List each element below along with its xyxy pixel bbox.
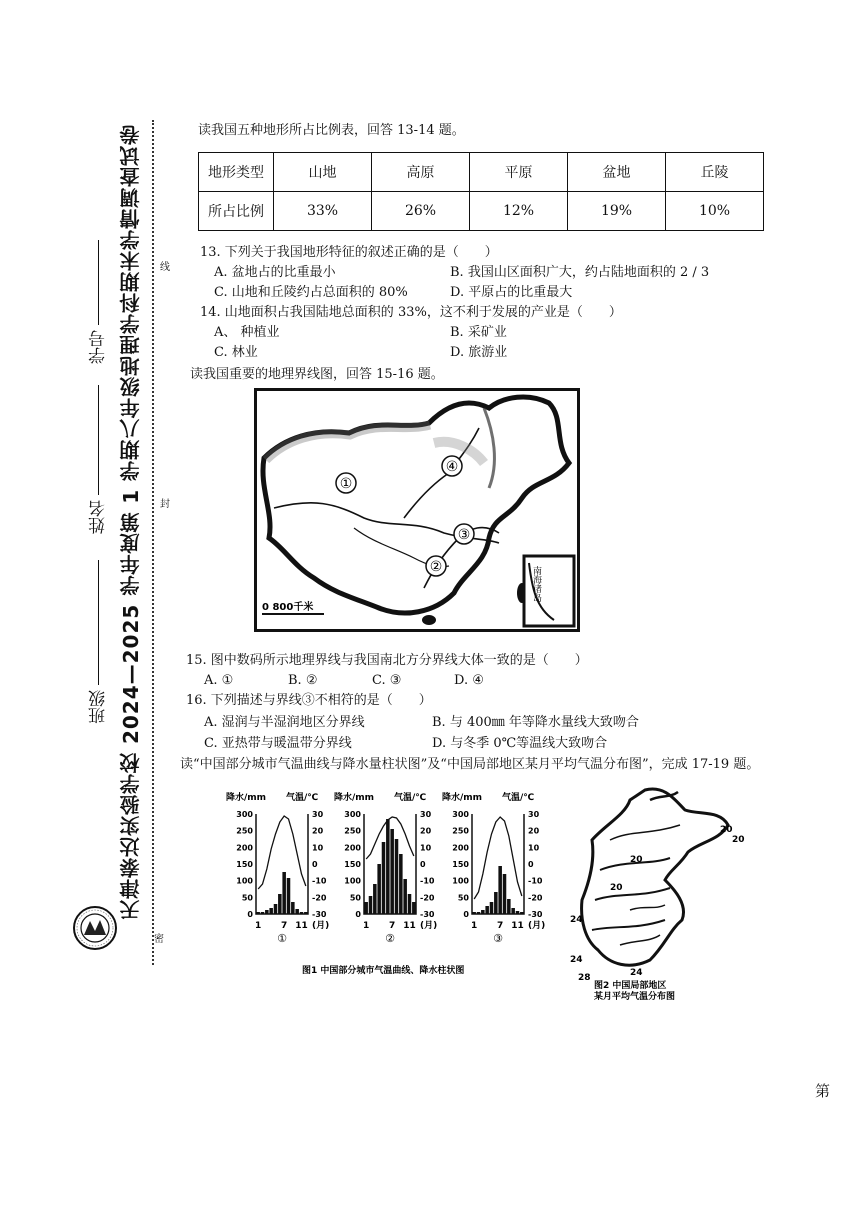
precip-bar [399,854,403,914]
precip-bar [373,884,377,914]
intro-17-19: 读“中国部分城市气温曲线与降水量柱状图”及“中国局部地区某月平均气温分布图”，完成 17-19 题。 [180,757,760,772]
tick-label: 30 [312,810,324,819]
left-axis-label: 降水/mm [226,793,267,803]
tick-label: 50 [349,893,361,903]
terrain-table [198,152,764,231]
precip-bar [481,910,485,914]
chart-id-label: ① [277,932,287,945]
isotherm-label: 20 [630,855,643,865]
page-footer: 第 [815,1082,831,1100]
school-emblem [72,905,118,951]
isotherm-label: 28 [578,973,591,983]
precip-bar [395,839,399,914]
precip-bar [278,894,282,914]
tick-label: 0 [355,910,361,919]
isotherm-label: 24 [570,955,583,965]
table-cell: 12% [470,192,568,231]
precip-bar [511,908,515,914]
tick-label: 30 [420,810,432,819]
x-tick-label: 1 [471,921,478,931]
isotherm-label: 24 [630,968,643,978]
precip-bar [386,819,390,914]
q14-option-a: A、 种植业 [214,325,280,340]
q15-option-b: B. ② [288,673,318,688]
q15-option-a: A. ① [204,673,234,688]
tick-label: 20 [312,826,324,836]
q14-option-c: C. 林业 [214,345,258,360]
table-row [199,192,764,231]
precip-bar [256,912,260,914]
name-blank-line [98,385,99,495]
climate-chart-2 [334,791,437,945]
tick-label: 10 [420,843,432,853]
exam-title: 天津泰达实验学校 2024—2025 学年度第 1 学期八年级地理学科期末学情调查试卷 [119,123,143,920]
q13-stem: 13. 下列关于我国地形特征的叙述正确的是（ ） [200,245,498,260]
precip-bar [503,874,507,914]
axis [256,814,308,914]
precip-bar [287,878,291,914]
isotherm-map [570,780,750,1000]
number-label: 学号 [89,330,109,364]
precip-bar [300,912,304,914]
precip-bar [412,902,416,914]
precip-bar [494,892,498,914]
x-tick-label: 7 [389,921,396,931]
tick-label: 100 [452,876,469,886]
tick-label: -30 [312,910,327,919]
tick-label: 300 [452,810,469,819]
precip-bar [295,909,299,914]
x-tick-label: 7 [281,921,288,931]
tick-label: 20 [528,826,540,836]
q13-option-b: B. 我国山区面积广大，约占陆地面积的 2 / 3 [450,265,710,280]
tick-label: 150 [452,860,469,869]
tick-label: -20 [312,893,327,903]
class-label: 班级 [89,690,109,724]
tick-label: 10 [312,843,324,853]
tick-label: -30 [420,910,435,919]
fig2-caption-2: 某月平均气温分布图 [594,992,676,1000]
tick-label: 50 [457,893,469,903]
axis [472,814,524,914]
tick-label: 20 [420,826,432,836]
x-tick-label: 1 [363,921,370,931]
tick-label: 250 [452,826,469,836]
q14-stem: 14. 山地面积占我国陆地总面积的 33%，这不利于发展的产业是（ ） [200,305,622,320]
climate-chart-3 [442,791,545,945]
table-row [199,153,764,192]
right-axis-label: 气温/℃ [394,793,427,803]
class-blank-line [98,560,99,685]
precip-bar [369,896,373,914]
isotherm-label: 20 [732,835,745,845]
tick-label: 150 [344,860,361,869]
precip-bar [269,908,273,914]
right-axis-label: 气温/℃ [286,793,319,803]
tick-label: -30 [528,910,543,919]
seal-mi: 密 [154,934,164,945]
seal-dotted-line [152,120,154,965]
precip-bar [498,866,502,914]
q15-option-c: C. ③ [372,673,402,688]
climate-charts [224,788,554,978]
tick-label: 200 [452,843,469,853]
tick-label: 0 [420,860,426,869]
left-axis-label: 降水/mm [442,793,483,803]
china-boundary-map [254,388,580,632]
precip-bar [408,894,412,914]
x-tick-label: (月) [420,921,438,931]
tick-label: 300 [236,810,253,819]
table-cell: 盆地 [568,153,666,192]
table-cell: 地形类型 [199,153,274,192]
q16-option-c: C. 亚热带与暖温带分界线 [204,736,352,751]
map-label-2: ② [429,559,443,575]
q16-stem: 16. 下列描述与界线③不相符的是（ ） [186,693,432,708]
tick-label: 30 [528,810,540,819]
precip-bar [282,872,286,914]
climate-chart-1 [226,791,329,945]
tick-label: 100 [344,876,361,886]
intro-15-16: 读我国重要的地理界线图，回答 15-16 题。 [190,367,444,382]
tick-label: 50 [241,893,253,903]
precip-bar [516,911,520,914]
precip-bar [274,904,278,914]
temperature-curve [366,817,414,859]
tick-label: -10 [528,876,543,886]
table-cell: 10% [666,192,764,231]
right-axis-label: 气温/℃ [502,793,535,803]
precip-bar [304,912,308,914]
tick-label: 0 [463,910,469,919]
q16-option-a: A. 湿润与半湿润地区分界线 [204,715,365,730]
table-cell: 丘陵 [666,153,764,192]
left-axis-label: 降水/mm [334,793,375,803]
table-cell: 19% [568,192,666,231]
table-cell: 平原 [470,153,568,192]
x-tick-label: 11 [295,921,308,931]
tick-label: 100 [236,876,253,886]
isotherm-label: 24 [570,915,583,925]
precip-bar [390,829,394,914]
table-cell: 26% [372,192,470,231]
q13-option-d: D. 平原占的比重最大 [450,285,573,300]
tick-label: 250 [236,826,253,836]
tick-label: 0 [312,860,318,869]
tick-label: -20 [528,893,543,903]
precip-bar [485,906,489,914]
q16-option-b: B. 与 400㎜ 年等降水量线大致吻合 [432,715,639,730]
precip-bar [520,912,524,914]
q13-option-a: A. 盆地占的比重最小 [214,265,336,280]
inset-label: 南海诸岛 [531,566,541,602]
temperature-curve [474,817,522,899]
temperature-curve [258,816,306,889]
x-tick-label: 11 [403,921,416,931]
scale-text: 0 800千米 [262,602,314,613]
x-tick-label: 7 [497,921,504,931]
q15-option-d: D. ④ [454,673,484,688]
tick-label: 0 [528,860,534,869]
x-tick-label: (月) [312,921,330,931]
table-cell: 所占比例 [199,192,274,231]
number-blank-line [98,240,99,325]
tick-label: 10 [528,843,540,853]
tick-label: 150 [236,860,253,869]
isotherm-label: 20 [610,883,623,893]
map-label-4: ④ [445,459,459,475]
q13-option-c: C. 山地和丘陵约占总面积的 80% [214,285,408,300]
chart-id-label: ③ [493,932,503,945]
tick-label: 250 [344,826,361,836]
x-tick-label: (月) [528,921,546,931]
precip-bar [472,912,476,914]
table-cell: 33% [274,192,372,231]
precip-bar [364,902,368,914]
table-cell: 高原 [372,153,470,192]
precip-bar [291,902,295,914]
fig1-caption: 图1 中国部分城市气温曲线、降水柱状图 [302,966,465,976]
map-label-3: ③ [457,527,471,543]
q14-option-d: D. 旅游业 [450,345,508,360]
tick-label: 0 [247,910,253,919]
q16-option-d: D. 与冬季 0℃等温线大致吻合 [432,736,608,751]
precip-bar [265,910,269,914]
precip-bar [403,879,407,914]
tick-label: -10 [312,876,327,886]
table-cell: 山地 [274,153,372,192]
seal-feng: 封 [160,499,170,510]
tick-label: -20 [420,893,435,903]
tick-label: 200 [236,843,253,853]
name-label: 姓名 [89,500,109,534]
precip-bar [490,902,494,914]
tick-label: 200 [344,843,361,853]
q14-option-b: B. 采矿业 [450,325,507,340]
tick-label: 300 [344,810,361,819]
seal-xian: 线 [160,262,170,273]
intro-13-14: 读我国五种地形所占比例表，回答 13-14 题。 [198,123,465,138]
precip-bar [477,912,481,914]
precip-bar [507,899,511,914]
x-tick-label: 11 [511,921,524,931]
map-label-1: ① [339,476,353,492]
chart-id-label: ② [385,932,395,945]
tick-label: -10 [420,876,435,886]
precip-bar [382,842,386,914]
isotherm-label: 20 [720,825,733,835]
x-tick-label: 1 [255,921,262,931]
q15-stem: 15. 图中数码所示地理界线与我国南北方分界线大体一致的是（ ） [186,653,588,668]
fig2-caption-1: 图2 中国局部地区 [594,981,667,991]
precip-bar [261,912,265,914]
precip-bar [377,864,381,914]
